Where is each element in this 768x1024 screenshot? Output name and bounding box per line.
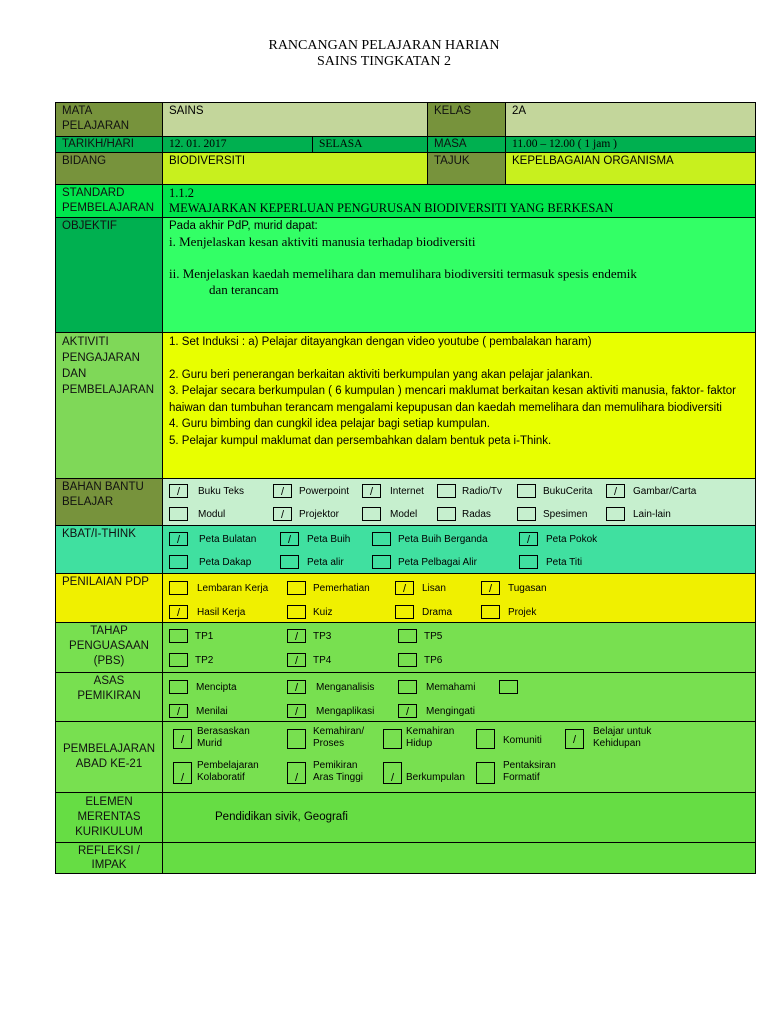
checkbox[interactable] xyxy=(476,762,495,784)
checkbox[interactable] xyxy=(372,555,391,569)
penilaian-option-label: Drama xyxy=(422,607,453,618)
bahan-label: BAHAN BANTU BELAJAR xyxy=(56,479,163,526)
checkbox[interactable]: / xyxy=(169,484,188,498)
row-bahan-bantu xyxy=(56,479,756,526)
row-kbat xyxy=(56,526,756,574)
tahap-option-label: TP6 xyxy=(424,655,443,666)
refleksi-value[interactable] xyxy=(163,843,756,874)
penilaian-option-label: Hasil Kerja xyxy=(197,607,246,618)
kelas-label: KELAS xyxy=(428,103,506,137)
checkbox[interactable] xyxy=(280,555,299,569)
asas-option-label: Mencipta xyxy=(196,682,237,693)
document-title: RANCANGAN PELAJARAN HARIAN xyxy=(268,38,500,53)
aktiviti-step-5: 5. Pelajar kumpul maklumat dan persembahkan dalam bentuk peta i-Think. xyxy=(169,434,552,447)
checkbox[interactable] xyxy=(517,484,536,498)
aktiviti-step-2: 2. Guru beri penerangan berkaitan aktiviti berkumpulan yang akan pelajar jalankan. xyxy=(169,368,593,381)
row-refleksi xyxy=(56,843,756,874)
checkbox[interactable] xyxy=(383,729,402,749)
checkbox[interactable] xyxy=(169,653,188,667)
bahan-options xyxy=(163,479,756,526)
elemen-label: ELEMEN MERENTAS KURIKULUM xyxy=(56,793,163,843)
checkbox[interactable]: / xyxy=(287,629,306,643)
tahap-option-label: TP2 xyxy=(195,655,214,666)
bahan-option-label: Spesimen xyxy=(543,509,588,520)
checkbox[interactable]: / xyxy=(280,532,299,546)
abad-option-label: Formatif xyxy=(503,772,540,783)
kbat-option-label: Peta Buih Berganda xyxy=(398,534,488,545)
elemen-value[interactable]: Pendidikan sivik, Geografi xyxy=(163,793,756,843)
checkbox[interactable] xyxy=(398,653,417,667)
abad-option-label: Belajar untuk xyxy=(593,726,652,737)
checkbox[interactable] xyxy=(395,605,414,619)
penilaian-label: PENILAIAN PDP xyxy=(56,574,163,623)
abad-option-label: Hidup xyxy=(406,738,433,749)
tahap-option-label: TP4 xyxy=(313,655,332,666)
bahan-option-label: Modul xyxy=(198,509,226,520)
abad-label: PEMBELAJARAN ABAD KE-21 xyxy=(56,722,163,793)
kbat-option-label: Peta Pelbagai Alir xyxy=(398,557,477,568)
checkbox[interactable] xyxy=(437,507,456,521)
penilaian-options xyxy=(163,574,756,623)
objektif-item-ii: ii. Menjelaskan kaedah memelihara dan memulihara biodiversiti termasuk spesis endemik xyxy=(169,266,637,281)
bahan-option-label: BukuCerita xyxy=(543,486,593,497)
checkbox[interactable] xyxy=(169,629,188,643)
tahap-label: TAHAP PENGUASAAN (PBS) xyxy=(56,623,163,673)
asas-option-label: Menganalisis xyxy=(316,682,375,693)
standard-label: STANDARD PEMBELAJARAN xyxy=(56,185,163,218)
row-tahap xyxy=(56,623,756,673)
row-abad-21 xyxy=(56,722,756,793)
lesson-plan-table xyxy=(55,102,756,874)
abad-option-label: Kemahiran/ xyxy=(313,726,365,737)
checkbox[interactable] xyxy=(287,729,306,749)
objektif-item-ii-cont: dan terancam xyxy=(209,282,279,297)
bahan-option-label: Radas xyxy=(462,509,491,520)
checkbox[interactable] xyxy=(398,629,417,643)
kbat-options xyxy=(163,526,756,574)
kbat-option-label: Peta Pokok xyxy=(546,534,598,545)
abad-options xyxy=(163,722,756,793)
abad-option-label: Murid xyxy=(197,738,223,749)
checkbox[interactable] xyxy=(169,581,188,595)
aktiviti-step-4: 4. Guru bimbing dan cungkil idea pelajar bagi setiap kumpulan. xyxy=(169,418,490,430)
kbat-option-label: Peta alir xyxy=(307,557,344,568)
mata-pelajaran-value[interactable]: SAINS xyxy=(163,103,428,137)
objektif-heading: Pada akhir PdP, murid dapat: xyxy=(169,220,318,232)
checkbox[interactable] xyxy=(169,680,188,694)
tahap-option-label: TP5 xyxy=(424,631,443,642)
bahan-option-label: Buku Teks xyxy=(198,486,244,497)
checkbox[interactable] xyxy=(476,729,495,749)
checkbox[interactable]: / xyxy=(169,605,188,619)
document-subtitle: SAINS TINGKATAN 2 xyxy=(317,54,451,69)
aktiviti-label: AKTIVITI PENGAJARAN DAN PEMBELAJARAN xyxy=(56,333,163,479)
penilaian-option-label: Tugasan xyxy=(508,583,547,594)
row-standard xyxy=(56,185,756,218)
objektif-item-i: i. Menjelaskan kesan aktiviti manusia terhadap biodiversiti xyxy=(169,234,476,249)
checkbox[interactable]: / xyxy=(169,704,188,718)
masa-label: MASA xyxy=(428,137,506,153)
standard-text: MEWAJARKAN KEPERLUAN PENGURUSAN BIODIVERSITI YANG BERKESAN xyxy=(169,201,614,215)
tahap-option-label: TP1 xyxy=(195,631,214,642)
checkbox[interactable] xyxy=(362,507,381,521)
abad-option-label: Berasaskan xyxy=(197,726,250,737)
checkbox[interactable]: / xyxy=(398,704,417,718)
bahan-option-label: Internet xyxy=(390,486,424,497)
bidang-value[interactable]: BIODIVERSITI xyxy=(163,153,428,185)
checkbox[interactable] xyxy=(372,532,391,546)
checkbox[interactable]: / xyxy=(287,762,306,784)
checkbox[interactable]: / xyxy=(273,484,292,498)
refleksi-label: REFLEKSI / IMPAK xyxy=(56,843,163,874)
row-asas-pemikiran xyxy=(56,673,756,722)
tarikh-label: TARIKH/HARI xyxy=(56,137,163,153)
bahan-option-label: Radio/Tv xyxy=(462,486,503,497)
penilaian-option-label: Projek xyxy=(508,607,537,618)
abad-option-label: Kehidupan xyxy=(593,738,641,749)
standard-code: 1.1.2 xyxy=(169,186,194,200)
abad-option-label: Proses xyxy=(313,738,345,749)
penilaian-option-label: Lembaran Kerja xyxy=(197,583,269,594)
kbat-label: KBAT/I-THINK xyxy=(56,526,163,574)
checkbox[interactable]: / xyxy=(481,581,500,595)
tajuk-label: TAJUK xyxy=(428,153,506,185)
bahan-option-label: Powerpoint xyxy=(299,486,350,497)
tarikh-value[interactable]: 12. 01. 2017 xyxy=(163,137,313,153)
abad-option-label: Pemikiran xyxy=(313,760,358,771)
kelas-value[interactable]: 2A xyxy=(506,103,756,137)
tahap-option-label: TP3 xyxy=(313,631,332,642)
checkbox[interactable]: / xyxy=(287,704,306,718)
tahap-options xyxy=(163,623,756,673)
asas-option-label: Memahami xyxy=(426,682,476,693)
row-aktiviti xyxy=(56,333,756,479)
hari-value[interactable]: SELASA xyxy=(313,137,428,153)
checkbox[interactable] xyxy=(499,680,518,694)
checkbox[interactable]: / xyxy=(173,762,192,784)
checkbox[interactable]: / xyxy=(169,532,188,546)
abad-option-label: Berkumpulan xyxy=(406,772,465,783)
checkbox[interactable] xyxy=(481,605,500,619)
row-penilaian xyxy=(56,574,756,623)
abad-option-label: Pembelajaran xyxy=(197,760,259,771)
mata-pelajaran-label: MATA PELAJARAN xyxy=(56,103,163,137)
penilaian-option-label: Pemerhatian xyxy=(313,583,370,594)
checkbox[interactable]: / xyxy=(362,484,381,498)
row-elemen xyxy=(56,793,756,843)
penilaian-option-label: Lisan xyxy=(422,583,446,594)
row-mata-pelajaran xyxy=(56,103,756,137)
objektif-label: OBJEKTIF xyxy=(56,218,163,333)
kbat-option-label: Peta Dakap xyxy=(199,557,252,568)
checkbox[interactable]: / xyxy=(287,653,306,667)
checkbox[interactable]: / xyxy=(173,729,192,749)
bahan-option-label: Projektor xyxy=(299,509,340,520)
checkbox[interactable]: / xyxy=(395,581,414,595)
abad-option-label: Kemahiran xyxy=(406,726,455,737)
row-tarikh xyxy=(56,137,756,153)
bahan-option-label: Gambar/Carta xyxy=(633,486,697,497)
checkbox[interactable] xyxy=(517,507,536,521)
abad-option-label: Pentaksiran xyxy=(503,760,556,771)
checkbox[interactable] xyxy=(287,605,306,619)
checkbox[interactable]: / xyxy=(606,484,625,498)
checkbox[interactable] xyxy=(519,555,538,569)
checkbox[interactable] xyxy=(169,507,188,521)
checkbox[interactable] xyxy=(398,680,417,694)
checkbox[interactable] xyxy=(437,484,456,498)
asas-option-label: Menilai xyxy=(196,706,228,717)
aktiviti-step-1: 1. Set Induksi : a) Pelajar ditayangkan dengan video youtube ( pembalakan haram) xyxy=(169,336,592,348)
row-objektif xyxy=(56,218,756,333)
checkbox[interactable] xyxy=(169,555,188,569)
checkbox[interactable]: / xyxy=(519,532,538,546)
checkbox[interactable] xyxy=(287,581,306,595)
asas-label: ASAS PEMIKIRAN xyxy=(56,673,163,722)
tajuk-value[interactable]: KEPELBAGAIAN ORGANISMA xyxy=(506,153,756,185)
checkbox[interactable] xyxy=(606,507,625,521)
checkbox[interactable]: / xyxy=(273,507,292,521)
bidang-label: BIDANG xyxy=(56,153,163,185)
kbat-option-label: Peta Buih xyxy=(307,534,351,545)
abad-option-label: Aras Tinggi xyxy=(313,772,364,783)
aktiviti-step-3: 3. Pelajar secara berkumpulan ( 6 kumpulan ) mencari maklumat berkaitan kesan aktiviti manusia, faktor- faktor haiwan dan tumbuhan terancam mengalami kepupusan dan kaedah memelihara dan memulihara biodiversiti xyxy=(169,385,736,414)
row-bidang xyxy=(56,153,756,185)
asas-option-label: Mengaplikasi xyxy=(316,706,375,717)
kbat-option-label: Peta Bulatan xyxy=(199,534,257,545)
abad-option-label: Kolaboratif xyxy=(197,772,245,783)
masa-value[interactable]: 11.00 – 12.00 ( 1 jam ) xyxy=(506,137,756,153)
bahan-option-label: Model xyxy=(390,509,418,520)
asas-options xyxy=(163,673,756,722)
checkbox[interactable]: / xyxy=(565,729,584,749)
penilaian-option-label: Kuiz xyxy=(313,607,333,618)
abad-option-label: Komuniti xyxy=(503,735,542,746)
bahan-option-label: Lain-lain xyxy=(633,509,671,520)
checkbox[interactable]: / xyxy=(383,762,402,784)
kbat-option-label: Peta Titi xyxy=(546,557,583,568)
checkbox[interactable]: / xyxy=(287,680,306,694)
asas-option-label: Mengingati xyxy=(426,706,475,717)
